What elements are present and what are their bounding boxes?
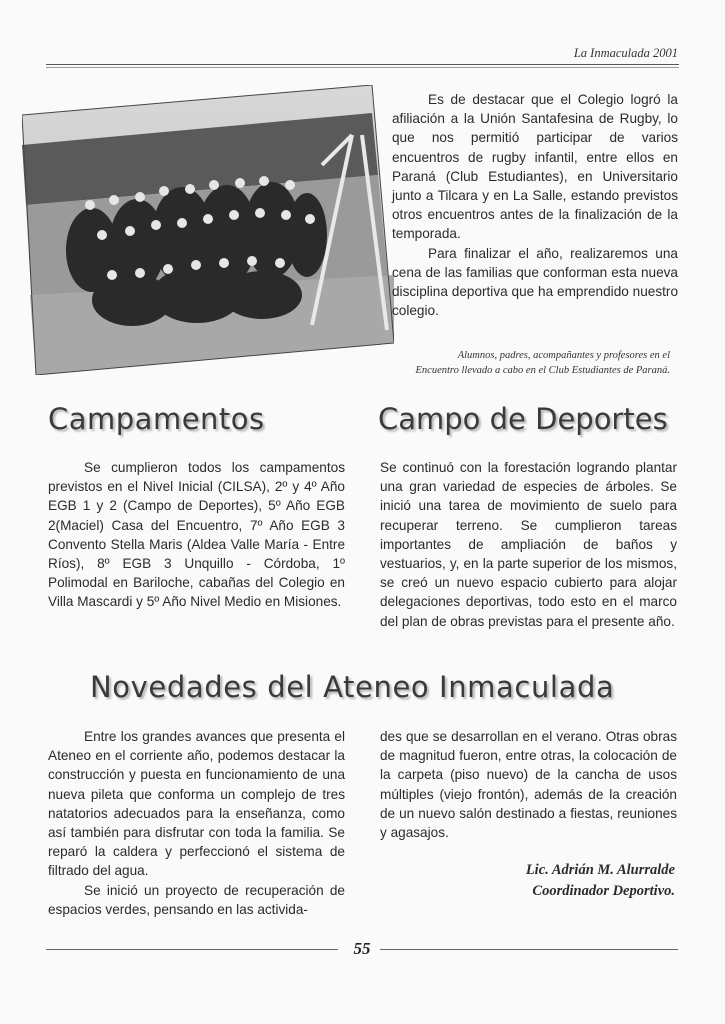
intro-column: [392, 90, 678, 320]
novedades-heading: Novedades del Ateneo Inmaculada: [90, 670, 615, 704]
novedades-column-2: [380, 727, 677, 842]
novedades-column-1: [48, 727, 345, 919]
campo-deportes-column: [380, 458, 677, 631]
intro-paragraph-1: Es de destacar que el Colegio logró la afiliación a la Unión Santafesina de Rugby, lo que nos permitió participar de varios encuentros de rugby infantil, entre ellos en Paraná (Club Estudiantes), en Universitario junto a Tilcara y en La Salle, estando previstos otros encuentros antes de la finalización de la temporada.: [392, 92, 678, 242]
campo-deportes-paragraph: Se continuó con la forestación logrando plantar una gran variedad de especies de árboles. Se inició una tarea de movimiento de suelo para recuperar terreno. Se cumplieron tareas importantes de ampliación de baños y vestuarios, y, en la parte superior de los mismos, se creó un nuevo espacio cubierto para alojar delegaciones deportivas, todo esto en el marco del plan de obras previstas para el presente año.: [380, 460, 677, 629]
footer-rule-left: [46, 949, 338, 950]
page-number: 55: [353, 939, 371, 958]
signature-name: Lic. Adrián M. Alurralde: [525, 862, 675, 878]
group-photo: [22, 85, 394, 375]
novedades-paragraph-1: Entre los grandes avances que presenta el Ateneo en el corriente año, podemos destacar la construcción y puesta en funcionamiento de una nueva pileta que conforma un complejo de tres natatorios adecuados para la enseñanza, como así también para disfrutar con toda la familia. Se reparó la caldera y perfeccionó el sistema de filtrado del agua.: [48, 729, 345, 879]
caption-line-1: Alumnos, padres, acompañantes y profesores en el: [457, 350, 670, 361]
novedades-paragraph-2: Se inició un proyecto de recuperación de espacios verdes, pensando en las activida-: [48, 882, 345, 917]
caption-line-2: Encuentro llevado a cabo en el Club Estudiantes de Paraná.: [415, 365, 670, 376]
campamentos-heading: Campamentos: [48, 402, 265, 436]
signature-block: [526, 860, 675, 902]
signature-role: Coordinador Deportivo.: [532, 883, 675, 899]
header-rule: [46, 64, 679, 65]
campamentos-paragraph: Se cumplieron todos los campamentos previstos en el Nivel Inicial (CILSA), 2º y 4º Año EGB 1 y 2 (Campo de Deportes), 5º Año EGB 2(Maciel) Casa del Encuentro, 7º Año EGB 3 Convento Stella Maris (Aldea Valle María - Entre Ríos), 8º EGB 3 Unquillo - Córdoba, 1º Polimodal en Bariloche, cabañas del Colegio en Villa Mascardi y 5º Año Nivel Medio en Misiones.: [48, 460, 345, 610]
campo-deportes-heading: Campo de Deportes: [378, 402, 668, 436]
photo-caption: [340, 348, 670, 378]
running-header: La Inmaculada 2001: [573, 46, 678, 60]
header-rule-thin: [46, 67, 679, 68]
footer-rule-right: [380, 949, 678, 950]
novedades-paragraph-3: des que se desarrollan en el verano. Otras obras de magnitud fueron, entre otras, la colocación de la carpeta (piso nuevo) de la cancha de usos múltiples (viejo frontón), además de la creación de un nuevo salón destinado a fiestas, reuniones y agasajos.: [380, 729, 677, 841]
intro-paragraph-2: Para finalizar el año, realizaremos una cena de las familias que conforman esta nueva disciplina deportiva que ha emprendido nuestro colegio.: [392, 245, 678, 319]
campamentos-column: [48, 458, 345, 612]
